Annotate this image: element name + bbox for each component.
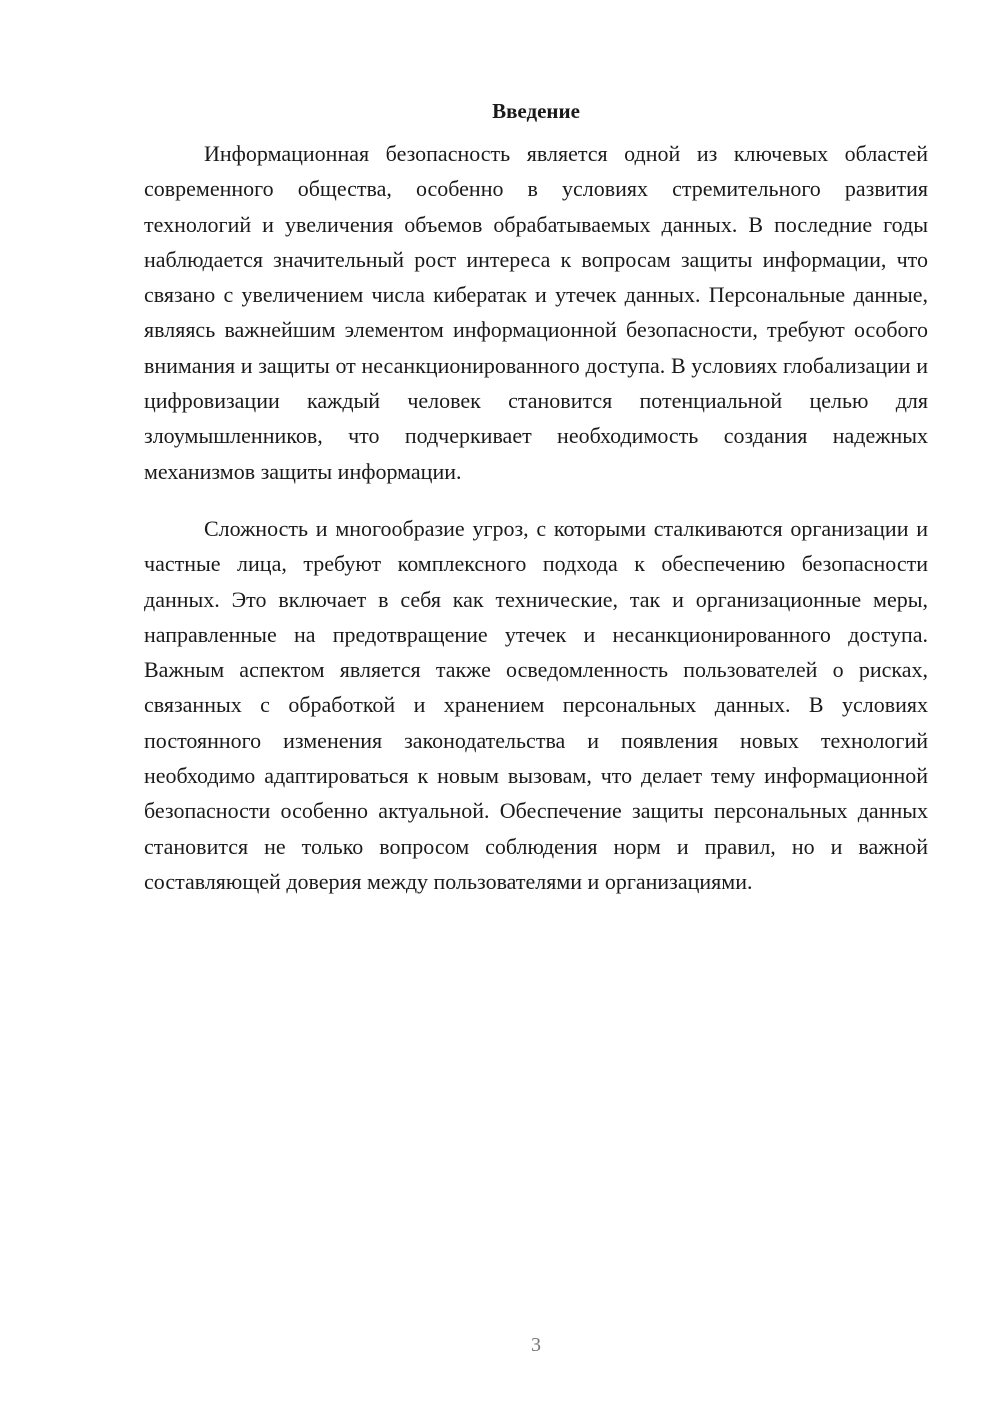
document-body — [144, 94, 928, 899]
paragraph-1: Информационная безопасность является одной из ключевых областей современного общества, особенно в условиях стремительного развития технологий и увеличения объемов обрабатываемых данных. В последние годы наблюдается значительный рост интереса к вопросам защиты информации, что связано с увеличением числа кибератак и утечек данных. Персональные данные, являясь важнейшим элементом информационной безопасности, требуют особого внимания и защиты от несанкционированного доступа. В условиях глобализации и цифровизации каждый человек становится потенциальной целью для злоумышленников, что подчеркивает необходимость создания надежных механизмов защиты информации. — [144, 141, 928, 484]
section-heading: Введение — [492, 99, 580, 123]
page-number: 3 — [531, 1334, 541, 1356]
paragraph-2: Сложность и многообразие угроз, с которыми сталкиваются организации и частные лица, требуют комплексного подхода к обеспечению безопасности данных. Это включает в себя как технические, так и организационные меры, направленные на предотвращение утечек и несанкционированного доступа. Важным аспектом является также осведомленность пользователей о рисках, связанных с обработкой и хранением персональных данных. В условиях постоянного изменения законодательства и появления новых технологий необходимо адаптироваться к новым вызовам, что делает тему информационной безопасности особенно актуальной. Обеспечение защиты персональных данных становится не только вопросом соблюдения норм и правил, но и важной составляющей доверия между пользователями и организациями. — [144, 515, 928, 894]
